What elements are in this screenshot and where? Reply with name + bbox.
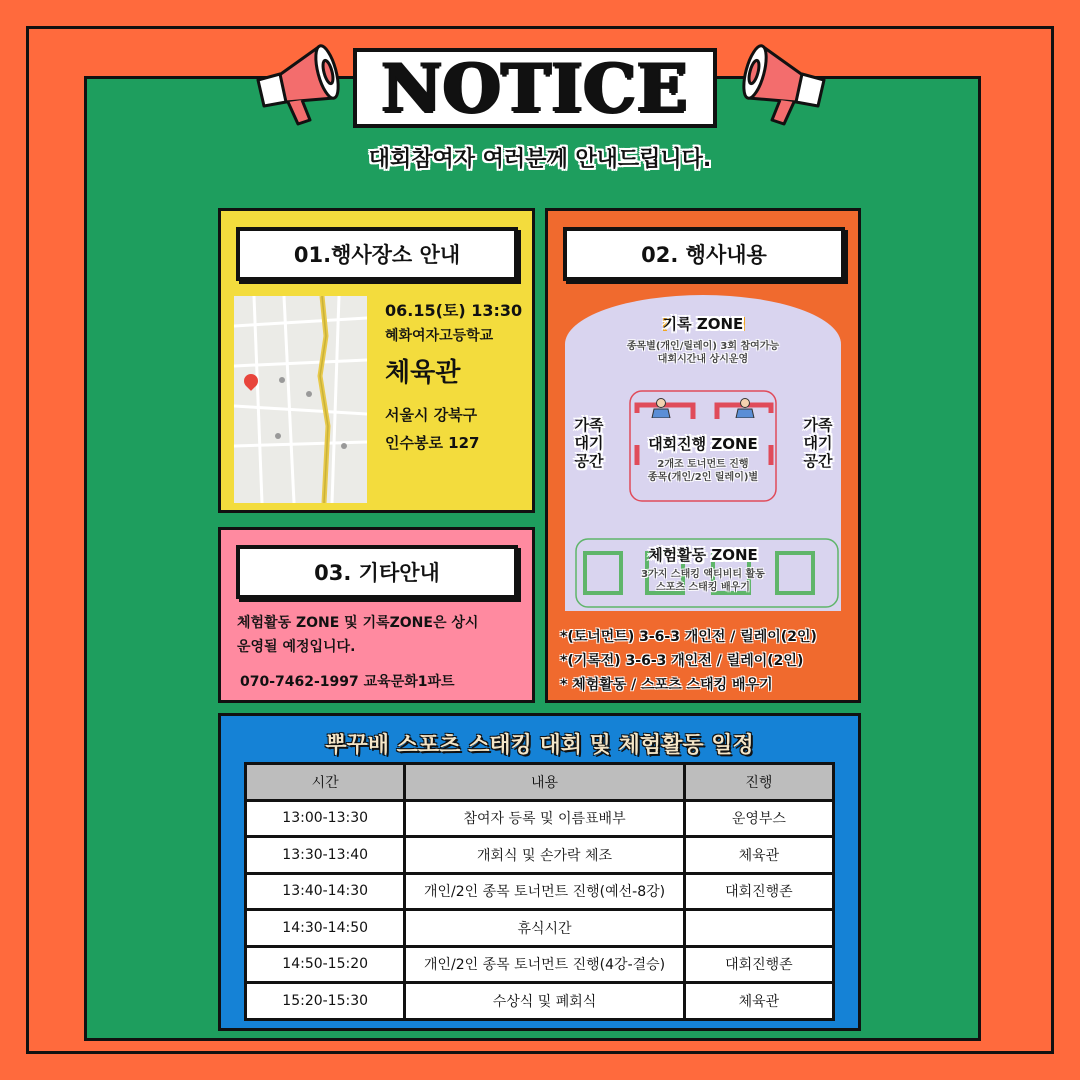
record-zone-line2: 대회시간내 상시운영	[657, 354, 749, 365]
schedule-title: 뿌꾸배 스포츠 스태킹 대회 및 체험활동 일정	[325, 733, 754, 758]
location-cell: 체육관	[684, 983, 833, 1020]
column-header-location: 진행	[684, 764, 833, 801]
venue-title: 01.행사장소 안내	[236, 227, 518, 281]
venue-address-line2: 인수봉로 127	[385, 434, 480, 452]
experience-zone-line2: 스포츠 스태킹 배우기	[656, 582, 750, 593]
event-note-experience: * 체험활동 / 스포츠 스태킹 배우기	[560, 677, 773, 693]
megaphone-icon	[248, 36, 344, 128]
content-cell: 개인/2인 종목 토너먼트 진행(4강-결승)	[405, 946, 684, 983]
competition-zone-line1: 2개조 토너먼트 진행	[657, 459, 749, 470]
etc-line1: 체험활동 ZONE 및 기록ZONE은 상시	[237, 615, 479, 631]
competition-zone-line2: 종목(개인/2인 릴레이)별	[647, 472, 759, 483]
venue-school: 혜화여자고등학교	[385, 328, 494, 344]
content-cell: 개인/2인 종목 토너먼트 진행(예선-8강)	[405, 873, 684, 910]
time-cell: 13:30-13:40	[246, 837, 405, 874]
schedule-table	[244, 762, 835, 1021]
time-cell: 14:30-14:50	[246, 910, 405, 947]
time-cell: 13:00-13:30	[246, 800, 405, 837]
content-cell: 참여자 등록 및 이름표배부	[405, 800, 684, 837]
person-icon	[734, 398, 756, 418]
family-waiting-right: 가족 대기 공간	[803, 416, 833, 470]
content-cell: 개회식 및 손가락 체조	[405, 837, 684, 874]
record-zone-title: 기록 ZONE	[662, 315, 744, 333]
table-row	[246, 837, 834, 874]
table-row	[246, 946, 834, 983]
notice-title-box	[353, 48, 717, 128]
notice-subtitle: 대회참여자 여러분께 안내드립니다.	[368, 147, 712, 172]
location-cell: 체육관	[684, 837, 833, 874]
record-zone-line1: 종목별(개인/릴레이) 3회 참여가능	[626, 341, 780, 352]
venue-hall: 체육관	[385, 358, 461, 388]
event-note-tournament: *(토너먼트) 3-6-3 개인전 / 릴레이(2인)	[560, 629, 817, 645]
content-cell: 휴식시간	[405, 910, 684, 947]
table-row	[246, 873, 834, 910]
location-cell: 대회진행존	[684, 946, 833, 983]
competition-zone-title: 대회진행 ZONE	[648, 435, 758, 453]
time-cell: 13:40-14:30	[246, 873, 405, 910]
venue-map[interactable]	[234, 296, 367, 503]
column-header-time: 시간	[246, 764, 405, 801]
venue-address-line1: 서울시 강북구	[385, 406, 478, 424]
location-cell: 대회진행존	[684, 873, 833, 910]
etc-title: 03. 기타안내	[236, 545, 518, 599]
venue-datetime: 06.15(토) 13:30	[385, 301, 523, 320]
etc-line2: 운영될 예정입니다.	[237, 639, 356, 655]
time-cell: 15:20-15:30	[246, 983, 405, 1020]
megaphone-icon	[738, 36, 834, 128]
table-row	[246, 983, 834, 1020]
experience-zone-line1: 3가지 스태킹 액티비티 활동	[641, 569, 765, 580]
schedule-header-row	[246, 764, 834, 801]
location-cell: 운영부스	[684, 800, 833, 837]
notice-title: NOTICE	[381, 49, 689, 127]
event-title: 02. 행사내용	[563, 227, 845, 281]
experience-zone-title: 체험활동 ZONE	[648, 546, 758, 564]
table-row	[246, 910, 834, 947]
table-row	[246, 800, 834, 837]
event-note-record: *(기록전) 3-6-3 개인전 / 릴레이(2인)	[560, 653, 804, 669]
location-cell	[684, 910, 833, 947]
person-icon	[650, 398, 672, 418]
column-header-content: 내용	[405, 764, 684, 801]
family-waiting-left: 가족 대기 공간	[574, 416, 604, 470]
content-cell: 수상식 및 폐회식	[405, 983, 684, 1020]
time-cell: 14:50-15:20	[246, 946, 405, 983]
etc-contact: 070-7462-1997 교육문화1파트	[240, 674, 455, 690]
